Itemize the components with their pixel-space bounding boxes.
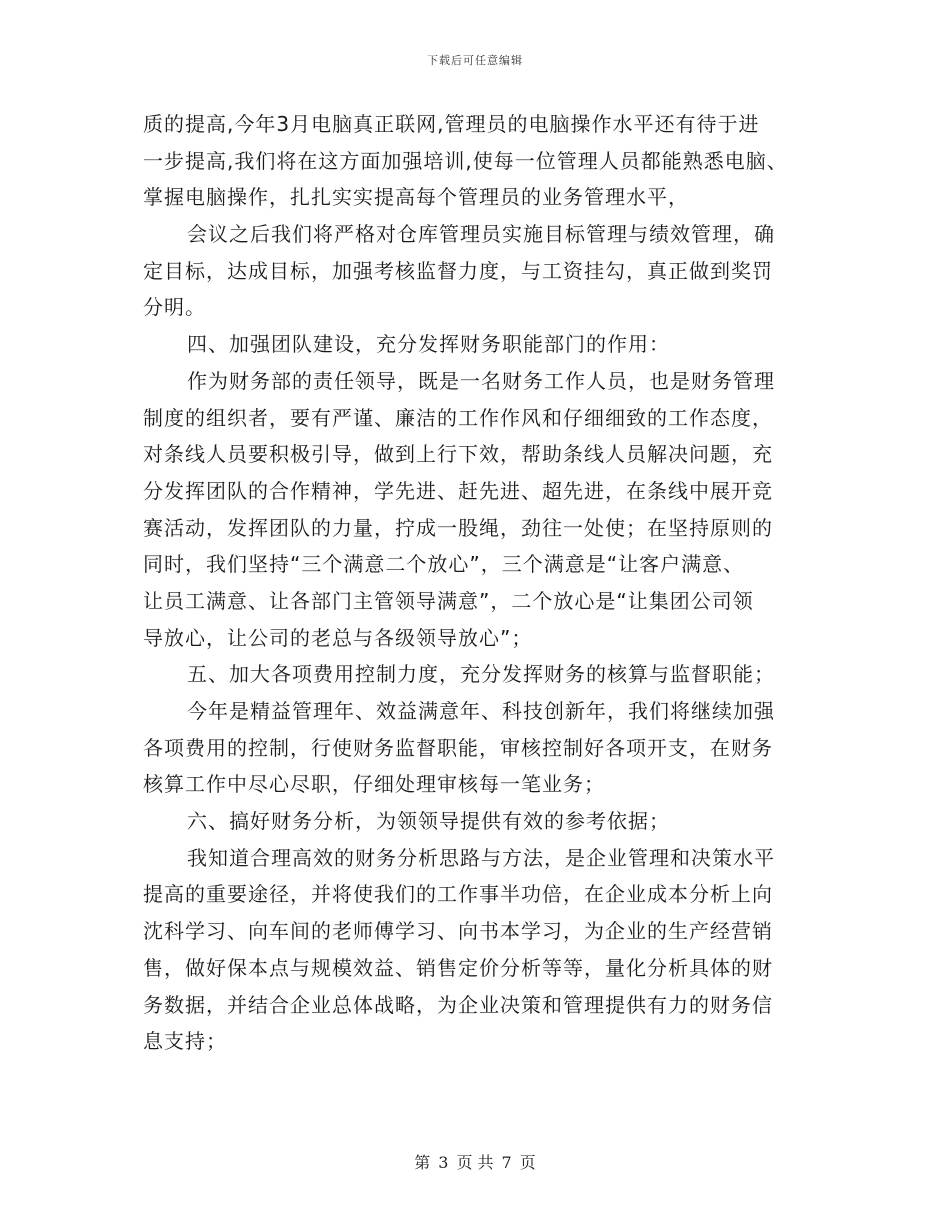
text-line: 一步提高,我们将在这方面加强培训,使每一位管理人员都能熟悉电脑、 xyxy=(143,148,788,173)
text-line: 提高的重要途径，并将使我们的工作事半功倍，在企业成本分析上向 xyxy=(143,882,773,907)
footer-middle: 页 共 xyxy=(456,1153,494,1172)
text-line: 各项费用的控制，行使财务监督职能，审核控制好各项开支，在财务 xyxy=(143,735,773,760)
paragraph-start-line: 会议之后我们将严格对仓库管理员实施目标管理与绩效管理，确 xyxy=(187,222,775,247)
text-line: 定目标，达成目标，加强考核监督力度，与工资挂勾，真正做到奖罚 xyxy=(143,258,773,283)
text-line: 分明。 xyxy=(143,295,206,320)
document-body xyxy=(143,106,813,1060)
text-line: 核算工作中尽心尽职，仔细处理审核每一笔业务； xyxy=(143,772,605,797)
paragraph-start-line: 今年是精益管理年、效益满意年、科技创新年，我们将继续加强 xyxy=(187,699,775,723)
text-line: 售，做好保本点与规模效益、销售定价分析等等，量化分析具体的财 xyxy=(143,955,773,980)
text-line: 掌握电脑操作，扎扎实实提高每个管理员的业务管理水平， xyxy=(143,185,689,210)
section-heading-5: 五、加大各项费用控制力度，充分发挥财务的核算与监督职能； xyxy=(187,662,775,687)
current-page-number: 3 xyxy=(438,1153,449,1172)
text-line: 分发挥团队的合作精神，学先进、赶先进、超先进，在条线中展开竞 xyxy=(143,478,773,503)
text-line: 质的提高,今年3月电脑真正联网,管理员的电脑操作水平还有待于进 xyxy=(143,112,760,136)
text-line: 制度的组织者，要有严谨、廉洁的工作作风和仔细细致的工作态度， xyxy=(143,405,773,430)
text-line: 息支持； xyxy=(143,1029,227,1054)
footer-suffix: 页 xyxy=(519,1153,536,1172)
section-heading-4: 四、加强团队建设，充分发挥财务职能部门的作用： xyxy=(187,332,670,357)
page-header: 下载后可任意编辑 xyxy=(427,54,523,67)
text-line: 让员工满意、让各部门主管领导满意”，二个放心是“让集团公司领 xyxy=(143,588,754,613)
paragraph-start-line: 我知道合理高效的财务分析思路与方法，是企业管理和决策水平 xyxy=(187,845,775,870)
total-pages-number: 7 xyxy=(501,1153,512,1172)
text-line: 对条线人员要积极引导，做到上行下效，帮助条线人员解决问题，充 xyxy=(143,442,773,467)
text-line: 导放心，让公司的老总与各级领导放心”； xyxy=(143,625,533,650)
paragraph-start-line: 作为财务部的责任领导，既是一名财务工作人员，也是财务管理 xyxy=(187,368,775,393)
section-heading-6: 六、搞好财务分析，为领领导提供有效的参考依据； xyxy=(187,809,670,834)
text-line: 同时，我们坚持“三个满意二个放心”，三个满意是“让客户满意、 xyxy=(143,552,745,577)
text-line: 务数据，并结合企业总体战略，为企业决策和管理提供有力的财务信 xyxy=(143,992,773,1017)
text-line: 沈科学习、向车间的老师傅学习、向书本学习，为企业的生产经营销 xyxy=(143,919,773,944)
footer-prefix: 第 xyxy=(414,1153,431,1172)
page-footer xyxy=(0,1150,950,1173)
text-line: 赛活动，发挥团队的力量，拧成一股绳，劲往一处使；在坚持原则的 xyxy=(143,515,773,540)
